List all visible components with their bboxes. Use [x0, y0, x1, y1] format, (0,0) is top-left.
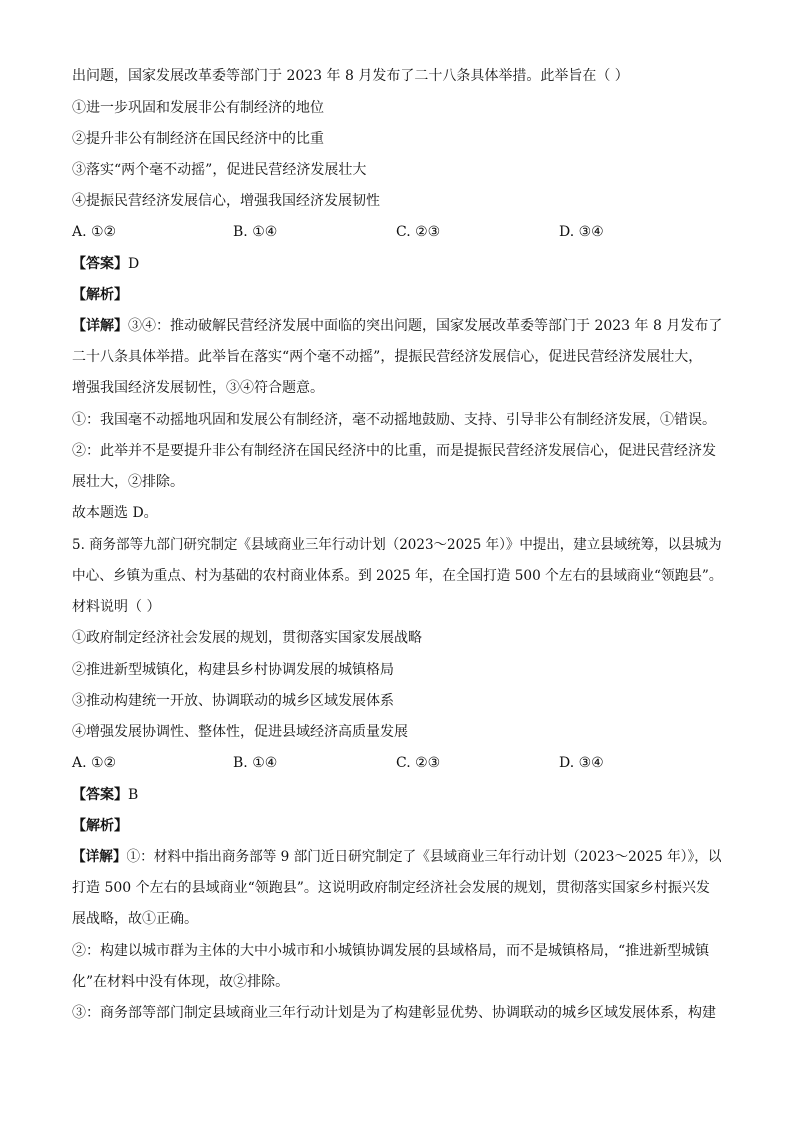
q5-options	[72, 753, 722, 773]
answer-tag: 【答案】	[72, 256, 128, 272]
answer-tag: 【答案】	[72, 787, 128, 803]
q5-explanation-3: 展战略，故①正确。	[72, 911, 198, 927]
q4-conclusion: 故本题选 D。	[72, 505, 158, 521]
q4-item-4: ④提振民营经济发展信心，增强我国经济发展韧性	[72, 193, 380, 209]
q4-explanation-2: 二十八条具体举措。此举旨在落实“两个毫不动摇”，提振民营经济发展信心，促进民营经济发展壮大，	[72, 349, 703, 365]
q5-stem-3: 材料说明（ ）	[72, 599, 161, 615]
q4-option-c: C. ②③	[396, 224, 441, 240]
answer-value: D	[128, 256, 140, 272]
q5-option-d: D. ③④	[559, 755, 604, 771]
explanation-text: ①：材料中指出商务部等 9 部门近日研究制定了《县域商业三年行动计划（2023～2025 年）》，以	[126, 849, 722, 865]
q4-stem: 出问题，国家发展改革委等部门于 2023 年 8 月发布了二十八条具体举措。此举旨在（ ）	[72, 68, 629, 84]
q5-explanation-1	[72, 847, 722, 867]
q4-explanation-1	[72, 316, 722, 336]
q5-explanation-2: 打造 500 个左右的县域商业“领跑县”。这说明政府制定经济社会发展的规划，贯彻落实国家乡村振兴发	[72, 880, 710, 896]
q4-explanation-4: ①：我国毫不动摇地巩固和发展公有制经济，毫不动摇地鼓励、支持、引导非公有制经济发展，①错误。	[72, 412, 716, 428]
q5-item-2: ②推进新型城镇化，构建县乡村协调发展的城镇格局	[72, 662, 394, 678]
q4-options	[72, 222, 722, 242]
q4-answer	[72, 254, 139, 274]
q4-option-b: B. ①④	[233, 224, 278, 240]
q5-option-a: A. ①②	[72, 755, 117, 771]
q5-answer	[72, 785, 138, 805]
q5-item-3: ③推动构建统一开放、协调联动的城乡区域发展体系	[72, 693, 394, 709]
q5-stem-2: 中心、乡镇为重点、村为基础的农村商业体系。到 2025 年，在全国打造 500 个左右的县域商业“领跑县”。	[72, 568, 723, 584]
q4-explanation-5: ②：此举并不是要提升非公有制经济在国民经济中的比重，而是提振民营经济发展信心，促进民营经济发	[72, 443, 716, 459]
q4-explanation-3: 增强我国经济发展韧性，③④符合题意。	[72, 380, 324, 396]
q5-item-1: ①政府制定经济社会发展的规划，贯彻落实国家发展战略	[72, 630, 422, 646]
detail-tag: 【详解】	[72, 318, 128, 334]
q5-option-b: B. ①④	[233, 755, 278, 771]
q5-explanation-6: ③：商务部等部门制定县域商业三年行动计划是为了构建彰显优势、协调联动的城乡区域发展体系，构建	[72, 1005, 716, 1021]
q5-analysis-tag: 【解析】	[72, 818, 128, 834]
q5-explanation-5: 化”在材料中没有体现，故②排除。	[72, 974, 290, 990]
q5-option-c: C. ②③	[396, 755, 441, 771]
q5-item-4: ④增强发展协调性、整体性，促进县域经济高质量发展	[72, 724, 408, 740]
q4-option-d: D. ③④	[559, 224, 604, 240]
q4-explanation-6: 展壮大，②排除。	[72, 474, 184, 490]
q4-item-3: ③落实“两个毫不动摇”，促进民营经济发展壮大	[72, 162, 367, 178]
q4-analysis-tag: 【解析】	[72, 287, 128, 303]
q4-item-1: ①进一步巩固和发展非公有制经济的地位	[72, 100, 324, 116]
detail-tag: 【详解】	[72, 849, 127, 865]
answer-value: B	[128, 787, 139, 803]
q5-stem-1: 5. 商务部等九部门研究制定《县域商业三年行动计划（2023～2025 年）》中提出，建立县域统筹，以县城为	[72, 537, 722, 553]
q5-explanation-4: ②：构建以城市群为主体的大中小城市和小城镇协调发展的县域格局，而不是城镇格局，“推进新型城镇	[72, 943, 710, 959]
explanation-text: ③④：推动破解民营经济发展中面临的突出问题，国家发展改革委等部门于 2023 年 8 月发布了	[128, 318, 723, 334]
q4-option-a: A. ①②	[72, 224, 117, 240]
q4-item-2: ②提升非公有制经济在国民经济中的比重	[72, 131, 324, 147]
